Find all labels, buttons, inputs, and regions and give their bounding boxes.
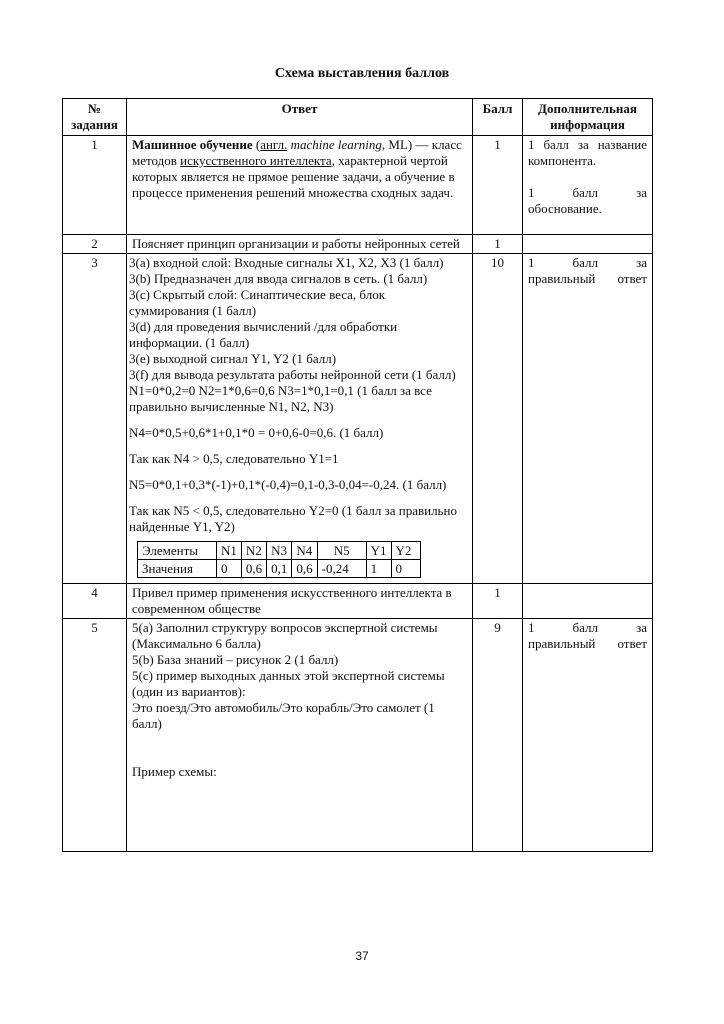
header-info: Дополнительная информация	[523, 99, 653, 136]
answer-line: N1=0*0,2=0 N2=1*0,6=0,6 N3=1*0,1=0,1 (1 балл за все правильно вычисленные N1, N2, N3)	[129, 383, 432, 414]
values-header-row	[138, 542, 421, 560]
answer-cell	[127, 254, 473, 584]
values-cell: 0,6	[241, 560, 266, 578]
page-number: 37	[355, 949, 369, 963]
values-cell: N2	[241, 542, 266, 560]
text-fragment: , характерной чертой которых является не прямое решение задачи, а обучение в процессе применения решений множества сходных задач.	[132, 153, 455, 200]
task-number: 3	[63, 254, 127, 584]
header-num: № задания	[63, 99, 127, 136]
answer-line: 5(c) пример выходных данных этой экспертной системы (один из вариантов):	[132, 668, 445, 699]
points: 1	[473, 584, 523, 619]
info-line: 1 балл за название компонента.	[528, 137, 647, 168]
values-cell: N1	[217, 542, 242, 560]
values-cell: N5	[317, 542, 366, 560]
answer-line: Так как N4 > 0,5, следовательно Y1=1	[129, 451, 339, 466]
link-ai[interactable]: искусственного интеллекта	[180, 153, 332, 168]
table-row	[63, 254, 653, 584]
task-number: 2	[63, 235, 127, 254]
values-cell: 1	[366, 560, 391, 578]
values-cell: 0,1	[267, 560, 292, 578]
values-cell: 0	[391, 560, 420, 578]
term: Машинное обучение	[132, 137, 253, 152]
answer-line: 3(f) для вывода результата работы нейронной сети (1 балл)	[129, 367, 456, 382]
values-cell: -0,24	[317, 560, 366, 578]
answer-line: 3(e) выходной сигнал Y1, Y2 (1 балл)	[129, 351, 337, 366]
term-en: machine learning	[290, 137, 382, 152]
values-cell: Y1	[366, 542, 391, 560]
values-cell: 0	[217, 560, 242, 578]
info-cell	[523, 136, 653, 235]
text-fragment: , ML) — класс методов	[132, 137, 462, 168]
answer-line: N4=0*0,5+0,6*1+0,1*0 = 0+0,6-0=0,6. (1 балл)	[129, 425, 384, 440]
info-line: 1 балл за правильный ответ	[528, 620, 647, 651]
info-line: 1 балл за обоснование.	[528, 185, 647, 216]
answer-cell	[127, 619, 473, 852]
scheme-label: Пример схемы:	[132, 764, 217, 779]
answer-line: 3(c) Скрытый слой: Синаптические веса, блок суммирования (1 балл)	[129, 287, 386, 318]
points: 1	[473, 235, 523, 254]
points: 9	[473, 619, 523, 852]
info-cell	[523, 235, 653, 254]
values-cell: Элементы	[138, 542, 217, 560]
answer-line: 5(b) База знаний – рисунок 2 (1 балл)	[132, 652, 339, 667]
answer-cell	[127, 136, 473, 235]
link-lang[interactable]: англ.	[260, 137, 288, 152]
answer-line: 3(b) Предназначен для ввода сигналов в сеть. (1 балл)	[129, 271, 428, 286]
info-cell	[523, 254, 653, 584]
info-cell	[523, 619, 653, 852]
table-row	[63, 584, 653, 619]
answer-line: Так как N5 < 0,5, следовательно Y2=0 (1 балл за правильно найденные Y1, Y2)	[129, 503, 457, 534]
page-title: Схема выставления баллов	[274, 66, 450, 81]
values-cell: Y2	[391, 542, 420, 560]
table-row	[63, 235, 653, 254]
text-fragment: (	[252, 137, 261, 152]
header-answer: Ответ	[127, 99, 473, 136]
values-cell: N3	[267, 542, 292, 560]
answer-line: 3(d) для проведения вычислений /для обработки информации. (1 балл)	[129, 319, 398, 350]
values-cell: 0,6	[292, 560, 317, 578]
task-number: 1	[63, 136, 127, 235]
info-line: 1 балл за правильный ответ	[528, 255, 647, 286]
answer-line: 5(а) Заполнил структуру вопросов экспертной системы (Максимально 6 балла)	[132, 620, 438, 651]
values-data-row	[138, 560, 421, 578]
points: 10	[473, 254, 523, 584]
table-row	[63, 619, 653, 852]
scoring-table	[62, 98, 653, 852]
table-header-row	[63, 99, 653, 136]
answer-line: Это поезд/Это автомобиль/Это корабль/Это самолет (1 балл)	[132, 700, 435, 731]
values-cell: N4	[292, 542, 317, 560]
values-table	[137, 541, 421, 578]
answer-cell: Поясняет принцип организации и работы нейронных сетей	[127, 235, 473, 254]
table-row	[63, 136, 653, 235]
values-cell: Значения	[138, 560, 217, 578]
info-cell	[523, 584, 653, 619]
answer-line: N5=0*0,1+0,3*(-1)+0,1*(-0,4)=0,1-0,3-0,04=-0,24. (1 балл)	[129, 477, 447, 492]
header-points: Балл	[473, 99, 523, 136]
answer-cell: Привел пример применения искусственного интеллекта в современном обществе	[127, 584, 473, 619]
task-number: 4	[63, 584, 127, 619]
points: 1	[473, 136, 523, 235]
answer-line: 3(a) входной слой: Входные сигналы X1, X2, X3 (1 балл)	[129, 255, 444, 270]
task-number: 5	[63, 619, 127, 852]
